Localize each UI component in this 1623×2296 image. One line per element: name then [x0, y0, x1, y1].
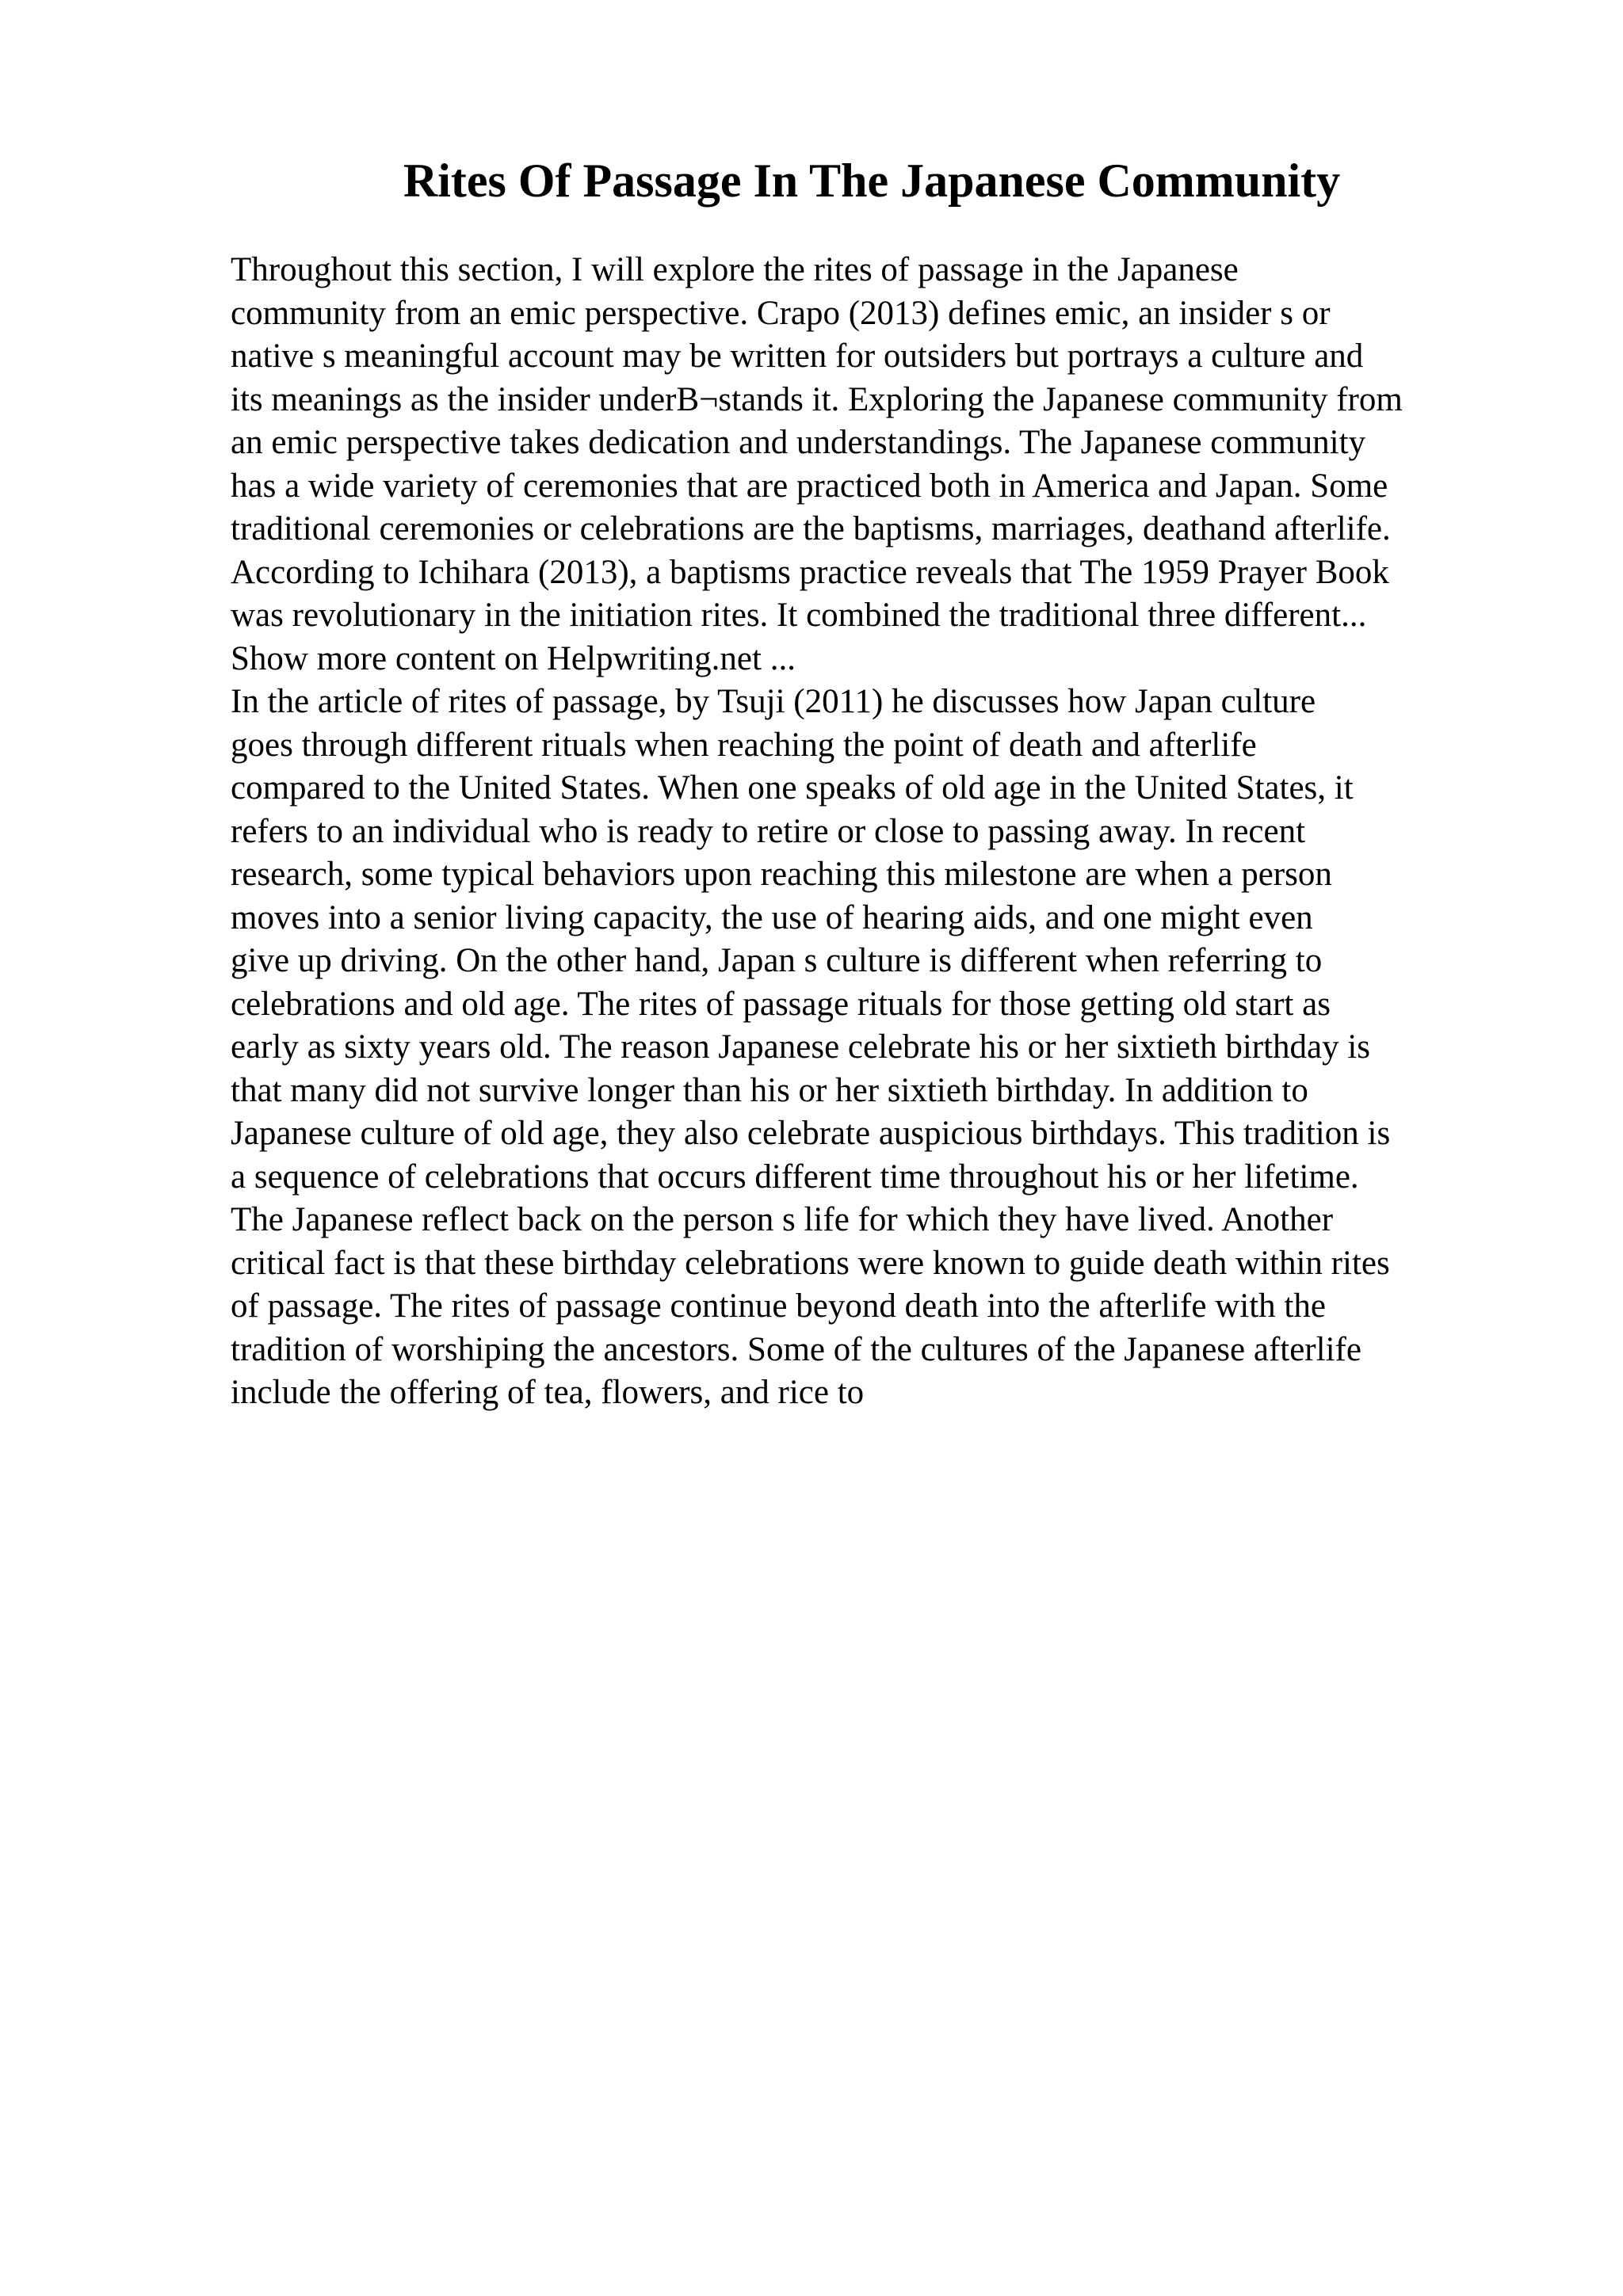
document-title: Rites Of Passage In The Japanese Community — [403, 154, 1341, 207]
text-line: has a wide variety of ceremonies that are practiced both in America and Japan. Some — [231, 467, 1388, 505]
text-line: research, some typical behaviors upon reaching this milestone are when a person — [231, 856, 1332, 893]
text-line: critical fact is that these birthday celebrations were known to guide death within rites — [231, 1244, 1390, 1282]
text-line: Japanese culture of old age, they also celebrate auspicious birthdays. This tradition is — [231, 1115, 1391, 1152]
text-line: community from an emic perspective. Crapo (2013) defines emic, an insider s or — [231, 294, 1331, 332]
text-line: Throughout this section, I will explore the rites of passage in the Japanese — [231, 251, 1239, 288]
text-line: The Japanese reflect back on the person s life for which they have lived. Another — [231, 1201, 1334, 1238]
paragraph-2 — [231, 681, 1594, 1415]
text-line: According to Ichihara (2013), a baptisms practice reveals that The 1959 Prayer Book — [231, 553, 1389, 591]
text-line: refers to an individual who is ready to retire or close to passing away. In recent — [231, 812, 1306, 850]
text-line: give up driving. On the other hand, Japan s culture is different when referring to — [231, 942, 1323, 979]
text-line: traditional ceremonies or celebrations are the baptisms, marriages, deathand afterlife. — [231, 510, 1391, 547]
text-line: goes through different rituals when reaching the point of death and afterlife — [231, 726, 1257, 764]
text-line: In the article of rites of passage, by Tsuji (2011) he discusses how Japan culture — [231, 683, 1316, 720]
text-line: was revolutionary in the initiation rites. It combined the traditional three different... — [231, 597, 1367, 634]
document-body — [231, 249, 1594, 1415]
text-line: include the offering of tea, flowers, and rice to — [231, 1374, 865, 1411]
text-line: its meanings as the insider underB¬stands it. Exploring the Japanese community from — [231, 380, 1403, 418]
text-line: a sequence of celebrations that occurs different time throughout his or her lifetime. — [231, 1158, 1359, 1196]
text-line: of passage. The rites of passage continue beyond death into the afterlife with the — [231, 1287, 1326, 1325]
text-line: celebrations and old age. The rites of passage rituals for those getting old start as — [231, 985, 1331, 1023]
text-line: compared to the United States. When one speaks of old age in the United States, it — [231, 769, 1354, 807]
paragraph-1 — [231, 249, 1594, 638]
text-line: moves into a senior living capacity, the use of hearing aids, and one might even — [231, 898, 1313, 936]
text-line: that many did not survive longer than his or her sixtieth birthday. In addition to — [231, 1071, 1308, 1109]
text-line: early as sixty years old. The reason Japanese celebrate his or her sixtieth birthday is — [231, 1028, 1371, 1066]
text-line: an emic perspective takes dedication and understandings. The Japanese community — [231, 424, 1366, 461]
text-line: tradition of worshiping the ancestors. Some of the cultures of the Japanese afterlife — [231, 1330, 1361, 1368]
text-line: native s meaningful account may be written for outsiders but portrays a culture and — [231, 338, 1364, 375]
show-more-text: Show more content on Helpwriting.net ... — [231, 639, 796, 677]
